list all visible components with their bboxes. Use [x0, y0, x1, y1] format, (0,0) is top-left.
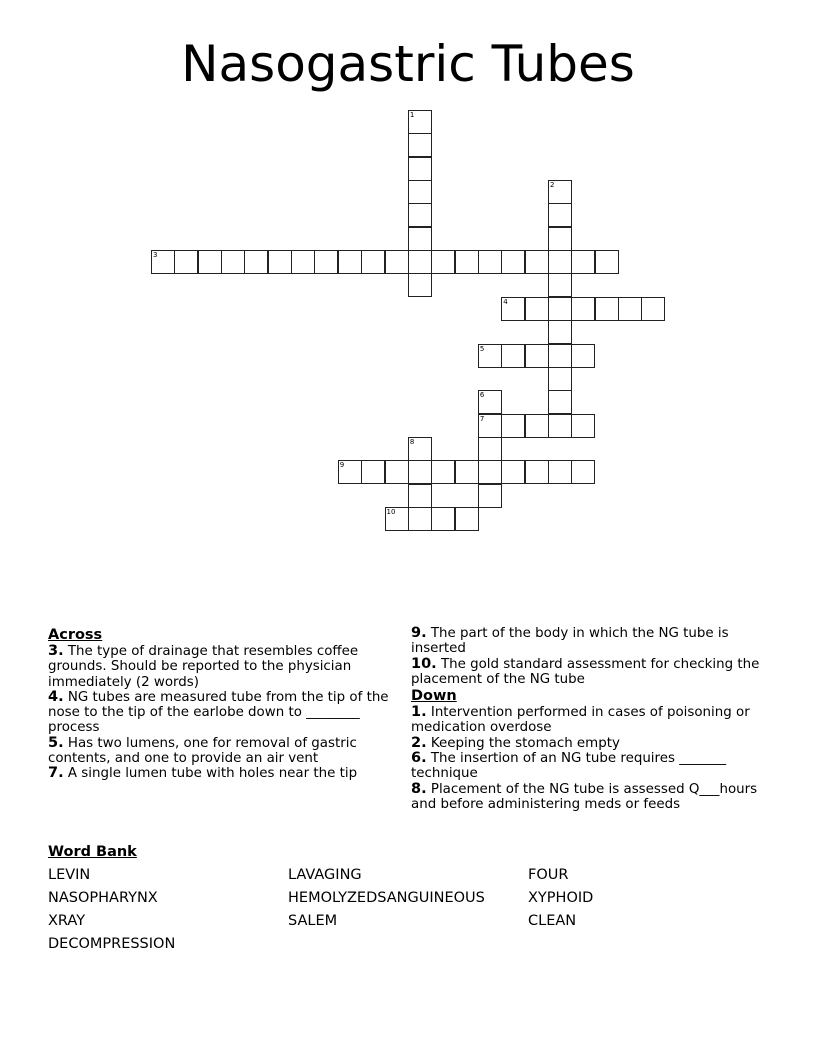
- clue-text: The insertion of an NG tube requires _______ technique: [411, 751, 727, 782]
- cell-number: 4: [503, 297, 508, 306]
- clue-number: 3.: [48, 643, 64, 659]
- crossword-cell[interactable]: [431, 460, 455, 484]
- crossword-cell[interactable]: [244, 250, 268, 274]
- crossword-cell[interactable]: [525, 250, 549, 274]
- page-title: Nasogastric Tubes: [181, 35, 635, 93]
- crossword-cell[interactable]: [338, 250, 362, 274]
- word-bank-item: LAVAGING: [288, 867, 362, 883]
- crossword-cell[interactable]: [408, 507, 432, 531]
- cell-number: 10: [386, 507, 396, 516]
- crossword-cell[interactable]: [501, 250, 525, 274]
- clue-across-9: [411, 626, 767, 657]
- cell-number: 8: [409, 437, 415, 446]
- clue-text: Has two lumens, one for removal of gastric contents, and one to provide an air vent: [48, 735, 357, 767]
- crossword-cell[interactable]: [408, 250, 432, 274]
- clue-text: Intervention performed in cases of poisoning or medication overdose: [411, 705, 750, 736]
- clue-number: 5.: [48, 734, 64, 751]
- clue-down-8: [411, 782, 767, 813]
- crossword-cell[interactable]: [385, 250, 409, 274]
- clue-number: 7.: [48, 765, 64, 782]
- clue-down-2: [411, 736, 767, 751]
- crossword-cell[interactable]: [338, 460, 362, 484]
- crossword-cell[interactable]: [548, 390, 572, 414]
- crossword-cell[interactable]: [525, 344, 549, 368]
- word-bank-item: XRAY: [48, 913, 86, 929]
- word-bank: [48, 866, 768, 954]
- crossword-cell[interactable]: [408, 203, 432, 227]
- down-heading: Down: [411, 688, 457, 705]
- crossword-cell[interactable]: [595, 250, 619, 274]
- crossword-cell[interactable]: [571, 297, 595, 321]
- word-bank-item: LEVIN: [48, 867, 91, 883]
- crossword-cell[interactable]: [408, 227, 432, 251]
- clue-number: 10.: [411, 655, 437, 672]
- crossword-cell[interactable]: [151, 250, 175, 274]
- crossword-cell[interactable]: [571, 414, 595, 438]
- clue-across-3: [48, 644, 393, 690]
- clue-text: The type of drainage that resembles coffee grounds. Should be reported to the physician immediately (2 words): [48, 644, 359, 690]
- crossword-cell[interactable]: [361, 250, 385, 274]
- crossword-cell[interactable]: [548, 414, 572, 438]
- crossword-cell[interactable]: [431, 250, 455, 274]
- clue-across-4: [48, 690, 393, 736]
- clue-text: Keeping the stomach empty: [430, 735, 620, 751]
- crossword-cell[interactable]: [548, 367, 572, 391]
- clue-text: NG tubes are measured tube from the tip of the nose to the tip of the earlobe down to ________ process: [48, 689, 389, 736]
- crossword-cell[interactable]: [501, 460, 525, 484]
- word-bank-item: HEMOLYZEDSANGUINEOUS: [288, 890, 485, 906]
- crossword-cell[interactable]: [431, 507, 455, 531]
- crossword-cell[interactable]: [291, 250, 315, 274]
- crossword-cell[interactable]: [501, 297, 525, 321]
- clue-across-10: [411, 657, 767, 688]
- clue-number: 1.: [411, 704, 427, 721]
- crossword-cell[interactable]: [478, 437, 502, 461]
- word-bank-item: CLEAN: [528, 913, 577, 929]
- crossword-cell[interactable]: [641, 297, 665, 321]
- crossword-cell[interactable]: [455, 250, 479, 274]
- crossword-cell[interactable]: [618, 297, 642, 321]
- clue-number: 8.: [411, 780, 427, 797]
- crossword-cell[interactable]: [478, 250, 502, 274]
- crossword-cell[interactable]: [501, 344, 525, 368]
- crossword-cell[interactable]: [408, 133, 432, 157]
- crossword-cell[interactable]: [548, 344, 572, 368]
- word-bank-item: DECOMPRESSION: [48, 936, 176, 952]
- crossword-cell[interactable]: [478, 390, 502, 414]
- clue-number: 2.: [411, 734, 427, 751]
- crossword-cell[interactable]: [548, 180, 572, 204]
- crossword-cell[interactable]: [478, 344, 502, 368]
- cell-number: 1: [409, 111, 415, 119]
- crossword-cell[interactable]: [548, 203, 572, 227]
- clue-down-1: [411, 705, 767, 736]
- crossword-cell[interactable]: [548, 227, 572, 251]
- crossword-cell[interactable]: [408, 157, 432, 181]
- crossword-cell[interactable]: [385, 507, 409, 531]
- cell-number: 5: [479, 344, 485, 353]
- clue-text: The gold standard assessment for checking the placement of the NG tube: [411, 656, 760, 687]
- crossword-cell[interactable]: [174, 250, 198, 274]
- clue-number: 4.: [48, 688, 64, 705]
- crossword-cell[interactable]: [221, 250, 245, 274]
- crossword-cell[interactable]: [408, 437, 432, 461]
- clue-down-6: [411, 751, 767, 782]
- clue-across-7: [48, 766, 393, 781]
- clue-number: 6.: [411, 750, 427, 767]
- crossword-cell[interactable]: [408, 110, 432, 134]
- clues-right-column: [411, 626, 767, 812]
- word-bank-heading: Word Bank: [48, 844, 137, 860]
- crossword-cell[interactable]: [501, 414, 525, 438]
- clue-text: A single lumen tube with holes near the tip: [67, 766, 358, 782]
- cell-number: 7: [479, 414, 485, 423]
- cell-number: 6: [479, 391, 485, 400]
- word-bank-item: NASOPHARYNX: [48, 890, 158, 906]
- word-bank-item: FOUR: [528, 867, 569, 883]
- crossword-cell[interactable]: [571, 344, 595, 368]
- crossword-cell[interactable]: [198, 250, 222, 274]
- crossword-cell[interactable]: [314, 250, 338, 274]
- crossword-cell[interactable]: [571, 460, 595, 484]
- cell-number: 3: [153, 251, 158, 260]
- crossword-cell[interactable]: [595, 297, 619, 321]
- clue-text: Placement of the NG tube is assessed Q___hours and before administering meds or feeds: [411, 781, 758, 812]
- crossword-cell[interactable]: [268, 250, 292, 274]
- cell-number: 9: [339, 461, 345, 470]
- crossword-cell[interactable]: [525, 297, 549, 321]
- crossword-cell[interactable]: [478, 484, 502, 508]
- word-bank-item: XYPHOID: [528, 890, 594, 906]
- crossword-cell[interactable]: [548, 460, 572, 484]
- crossword-cell[interactable]: [408, 460, 432, 484]
- crossword-cell[interactable]: [361, 460, 385, 484]
- clue-across-5: [48, 736, 393, 767]
- crossword-cell[interactable]: [455, 507, 479, 531]
- crossword-cell[interactable]: [548, 250, 572, 274]
- crossword-cell[interactable]: [478, 414, 502, 438]
- crossword-cell[interactable]: [525, 414, 549, 438]
- crossword-cell[interactable]: [408, 273, 432, 297]
- clue-text: The part of the body in which the NG tube is inserted: [411, 626, 729, 657]
- crossword-cell[interactable]: [548, 320, 572, 344]
- clues-left-column: [48, 626, 393, 782]
- crossword-cell[interactable]: [408, 484, 432, 508]
- clue-number: 9.: [411, 625, 427, 641]
- crossword-cell[interactable]: [385, 460, 409, 484]
- crossword-cell[interactable]: [525, 460, 549, 484]
- crossword-cell[interactable]: [408, 180, 432, 204]
- across-heading: Across: [48, 627, 103, 643]
- crossword-cell[interactable]: [478, 460, 502, 484]
- word-bank-item: SALEM: [288, 913, 338, 929]
- crossword-cell[interactable]: [548, 297, 572, 321]
- cell-number: 2: [549, 181, 555, 190]
- crossword-cell[interactable]: [571, 250, 595, 274]
- crossword-cell[interactable]: [455, 460, 479, 484]
- crossword-cell[interactable]: [548, 273, 572, 297]
